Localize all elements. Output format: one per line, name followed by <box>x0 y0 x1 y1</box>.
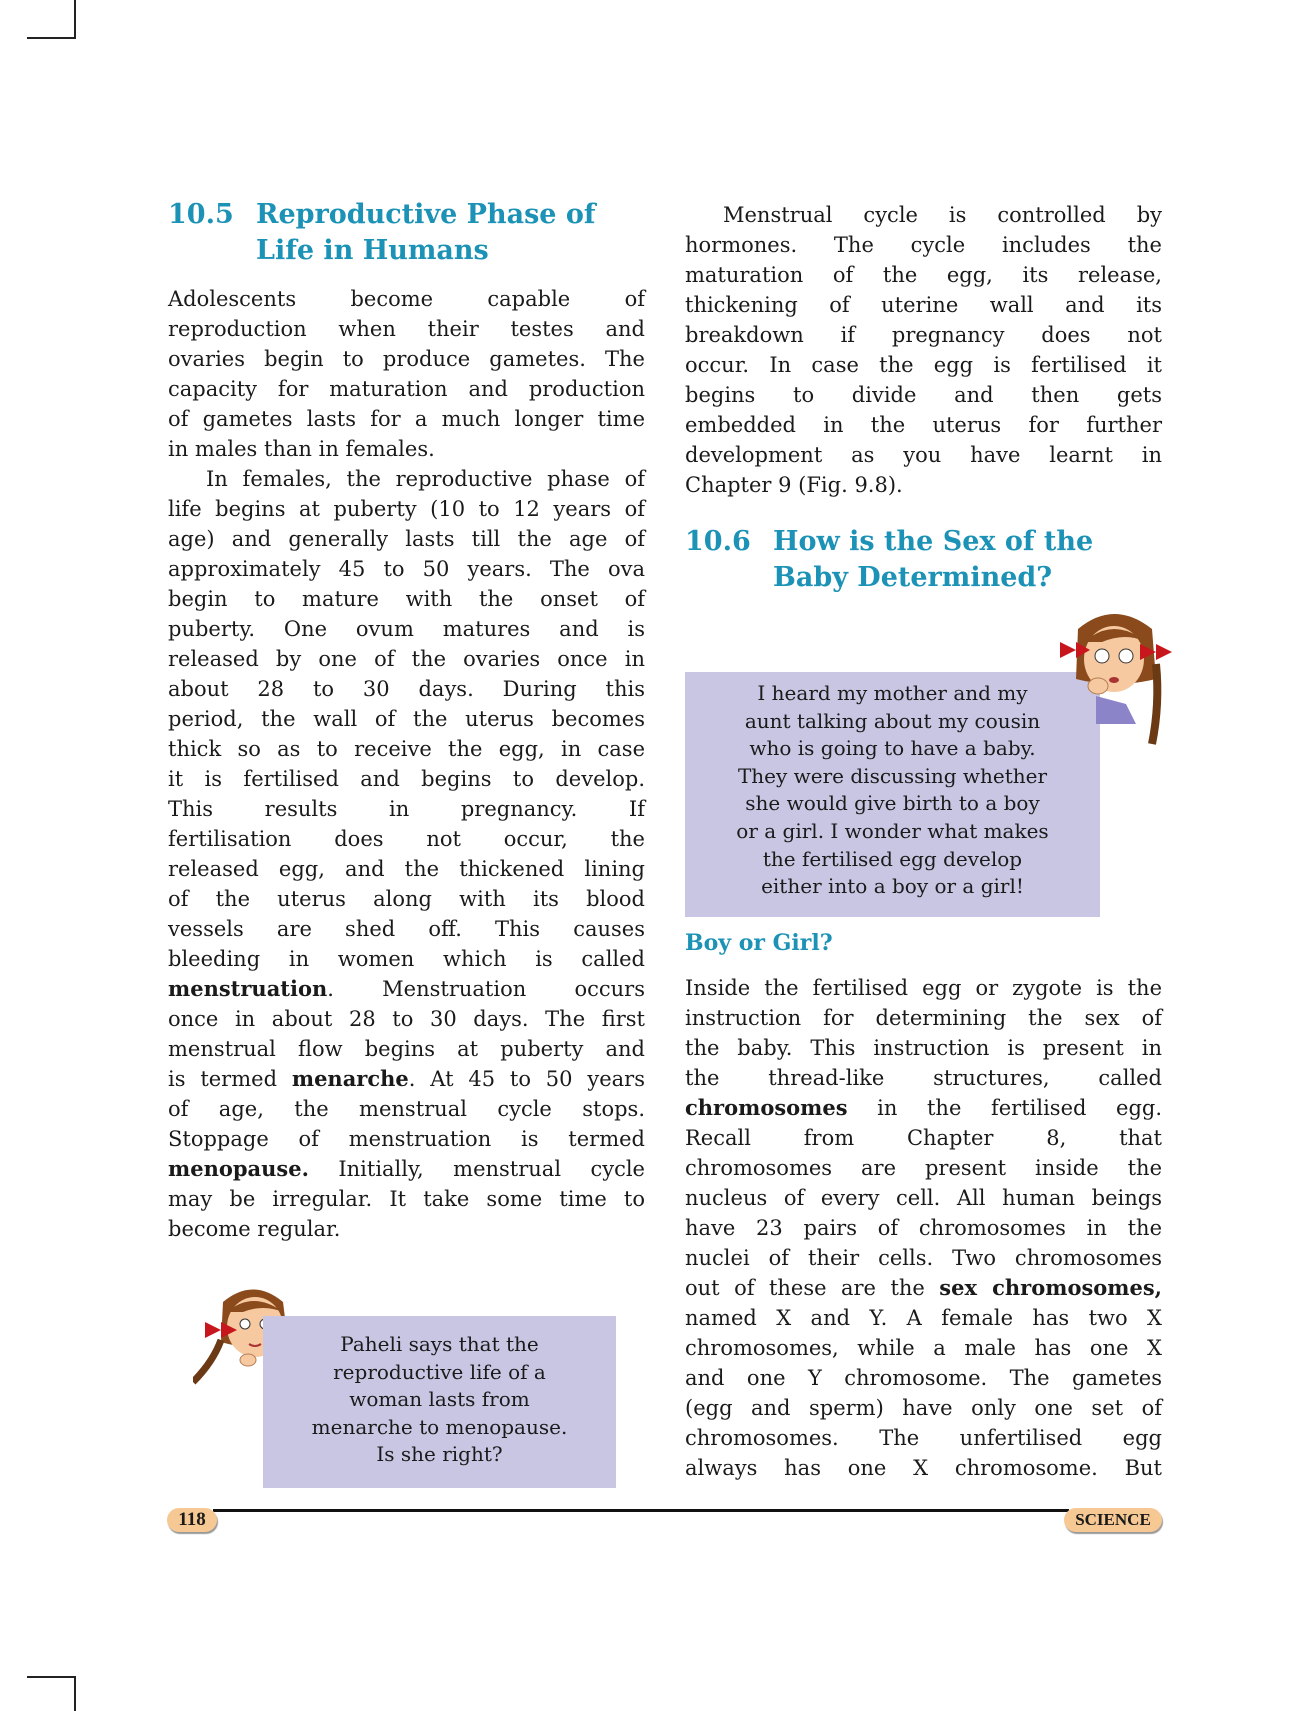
paheli-callout-box <box>263 1316 616 1488</box>
heading-line: Life in Humans <box>256 235 489 266</box>
text-segment: Initially, menstrual cycle <box>308 1157 645 1181</box>
callout-line: Paheli says that the <box>340 1332 539 1356</box>
text-line: may be irregular. It take some time to <box>168 1187 645 1211</box>
thinking-girl-illustration <box>1056 604 1174 746</box>
heading-line: Reproductive Phase of <box>256 199 596 230</box>
text-line: hormones. The cycle includes the <box>685 233 1162 257</box>
text-line: begin to mature with the onset of <box>168 587 645 611</box>
bold-term: menarche <box>291 1066 409 1091</box>
text-line: chromosomes are present inside the <box>685 1156 1162 1180</box>
text-line: the baby. This instruction is present in <box>685 1036 1162 1060</box>
callout-line: aunt talking about my cousin <box>744 708 1041 733</box>
bold-term: menopause. <box>168 1156 309 1181</box>
text-line: Recall from Chapter 8, that <box>685 1126 1162 1150</box>
text-line: life begins at puberty (10 to 12 years of <box>168 497 645 521</box>
text-line: instruction for determining the sex of <box>685 1006 1162 1030</box>
text-line: about 28 to 30 days. During this <box>168 677 645 701</box>
text-line: nuclei of their cells. Two chromosomes <box>685 1246 1162 1270</box>
bold-term: menstruation <box>168 976 328 1001</box>
text-line: period, the wall of the uterus becomes <box>168 707 645 731</box>
text-line: named X and Y. A female has two X <box>685 1306 1162 1330</box>
text-line: breakdown if pregnancy does not <box>685 323 1162 347</box>
callout-line: Is she right? <box>376 1442 503 1467</box>
crop-mark-top-vertical <box>74 0 76 39</box>
text-line: age) and generally lasts till the age of <box>168 527 645 551</box>
text-line: the thread-like structures, called <box>685 1066 1162 1090</box>
crop-mark-bottom-horizontal <box>27 1676 75 1678</box>
text-line: maturation of the egg, its release, <box>685 263 1162 287</box>
text-line: This results in pregnancy. If <box>168 797 645 821</box>
text-line: Adolescents become capable of <box>168 287 645 311</box>
text-line: released egg, and the thickened lining <box>168 857 645 881</box>
footer-rule <box>213 1509 1069 1512</box>
heading-line: Baby Determined? <box>773 562 1053 593</box>
callout-line: menarche to menopause. <box>311 1414 568 1439</box>
text-line: puberty. One ovum matures and is <box>168 617 645 641</box>
text-line: In females, the reproductive phase of <box>206 467 645 491</box>
text-line: embedded in the uterus for further <box>685 413 1162 437</box>
text-segment: in the fertilised egg. <box>847 1096 1162 1120</box>
text-line: Inside the fertilised egg or zygote is the <box>685 976 1162 1000</box>
text-line: vessels are shed off. This causes <box>168 917 645 941</box>
text-line: (egg and sperm) have only one set of <box>685 1396 1162 1420</box>
text-line: released by one of the ovaries once in <box>168 647 645 671</box>
heading-line: How is the Sex of the <box>773 526 1094 557</box>
text-line: have 23 pairs of chromosomes in the <box>685 1216 1162 1240</box>
text-line: chromosomes. The unfertilised egg <box>685 1426 1162 1450</box>
text-line: menstrual flow begins at puberty and <box>168 1037 645 1061</box>
section-heading-10-6 <box>685 524 1093 596</box>
text-line <box>168 1064 645 1094</box>
text-line: once in about 28 to 30 days. The first <box>168 1007 645 1031</box>
subheading-boy-or-girl: Boy or Girl? <box>685 930 833 956</box>
text-line: chromosomes, while a male has one X <box>685 1336 1162 1360</box>
text-segment: . Menstruation occurs <box>327 977 645 1001</box>
text-line <box>685 1273 1162 1303</box>
text-line <box>168 974 645 1004</box>
text-line: Chapter 9 (Fig. 9.8). <box>685 473 903 497</box>
text-line: thickening of uterine wall and its <box>685 293 1162 317</box>
text-line: approximately 45 to 50 years. The ova <box>168 557 645 581</box>
page-number-badge: 118 <box>167 1508 217 1532</box>
section-heading-10-5 <box>168 197 596 269</box>
callout-line: They were discussing whether <box>737 763 1048 788</box>
text-line: occur. In case the egg is fertilised it <box>685 353 1162 377</box>
text-line: in males than in females. <box>168 437 435 461</box>
callout-line: she would give birth to a boy <box>745 791 1040 816</box>
left-body-text <box>168 284 645 1244</box>
text-line: always has one X chromosome. But <box>685 1456 1162 1480</box>
text-line: nucleus of every cell. All human beings <box>685 1186 1162 1210</box>
text-line: it is fertilised and begins to develop. <box>168 767 645 791</box>
boojho-callout-box <box>685 672 1100 917</box>
text-line: ovaries begin to produce gametes. The <box>168 347 645 371</box>
callout-line: or a girl. I wonder what makes <box>736 818 1049 843</box>
book-title-badge: SCIENCE <box>1064 1508 1162 1532</box>
text-line: reproduction when their testes and <box>168 317 645 341</box>
crop-mark-top-horizontal <box>27 37 75 39</box>
text-line: Menstrual cycle is controlled by <box>723 203 1162 227</box>
text-line: thick so as to receive the egg, in case <box>168 737 645 761</box>
text-line: begins to divide and then gets <box>685 383 1162 407</box>
callout-line: the fertilised egg develop <box>762 846 1023 871</box>
text-line: of gametes lasts for a much longer time <box>168 407 645 431</box>
callout-line: reproductive life of a <box>333 1359 546 1384</box>
right-body-text-intro <box>685 200 1162 500</box>
section-number: 10.5 <box>168 199 234 230</box>
callout-line: I heard my mother and my <box>757 681 1028 705</box>
text-line: Stoppage of menstruation is termed <box>168 1127 645 1151</box>
text-line: development as you have learnt in <box>685 443 1162 467</box>
text-line: become regular. <box>168 1217 341 1241</box>
text-line: of the uterus along with its blood <box>168 887 645 911</box>
text-segment: out of these are the <box>685 1276 940 1300</box>
text-line: bleeding in women which is called <box>168 947 645 971</box>
right-body-text-chromosomes <box>685 973 1162 1483</box>
text-line: capacity for maturation and production <box>168 377 645 401</box>
text-line: and one Y chromosome. The gametes <box>685 1366 1162 1390</box>
text-line <box>685 1093 1162 1123</box>
callout-line: who is going to have a baby. <box>749 736 1036 761</box>
text-segment: is termed <box>168 1067 292 1091</box>
callout-line: woman lasts from <box>349 1387 530 1412</box>
text-line: of age, the menstrual cycle stops. <box>168 1097 645 1121</box>
callout-line: either into a boy or a girl! <box>761 874 1024 899</box>
crop-mark-bottom-vertical <box>74 1676 76 1711</box>
bold-term: sex chromosomes, <box>939 1275 1162 1300</box>
text-segment: . At 45 to 50 years <box>408 1067 645 1091</box>
text-line <box>168 1154 645 1184</box>
bold-term: chromosomes <box>685 1095 848 1120</box>
text-line: fertilisation does not occur, the <box>168 827 645 851</box>
section-number: 10.6 <box>685 526 751 557</box>
